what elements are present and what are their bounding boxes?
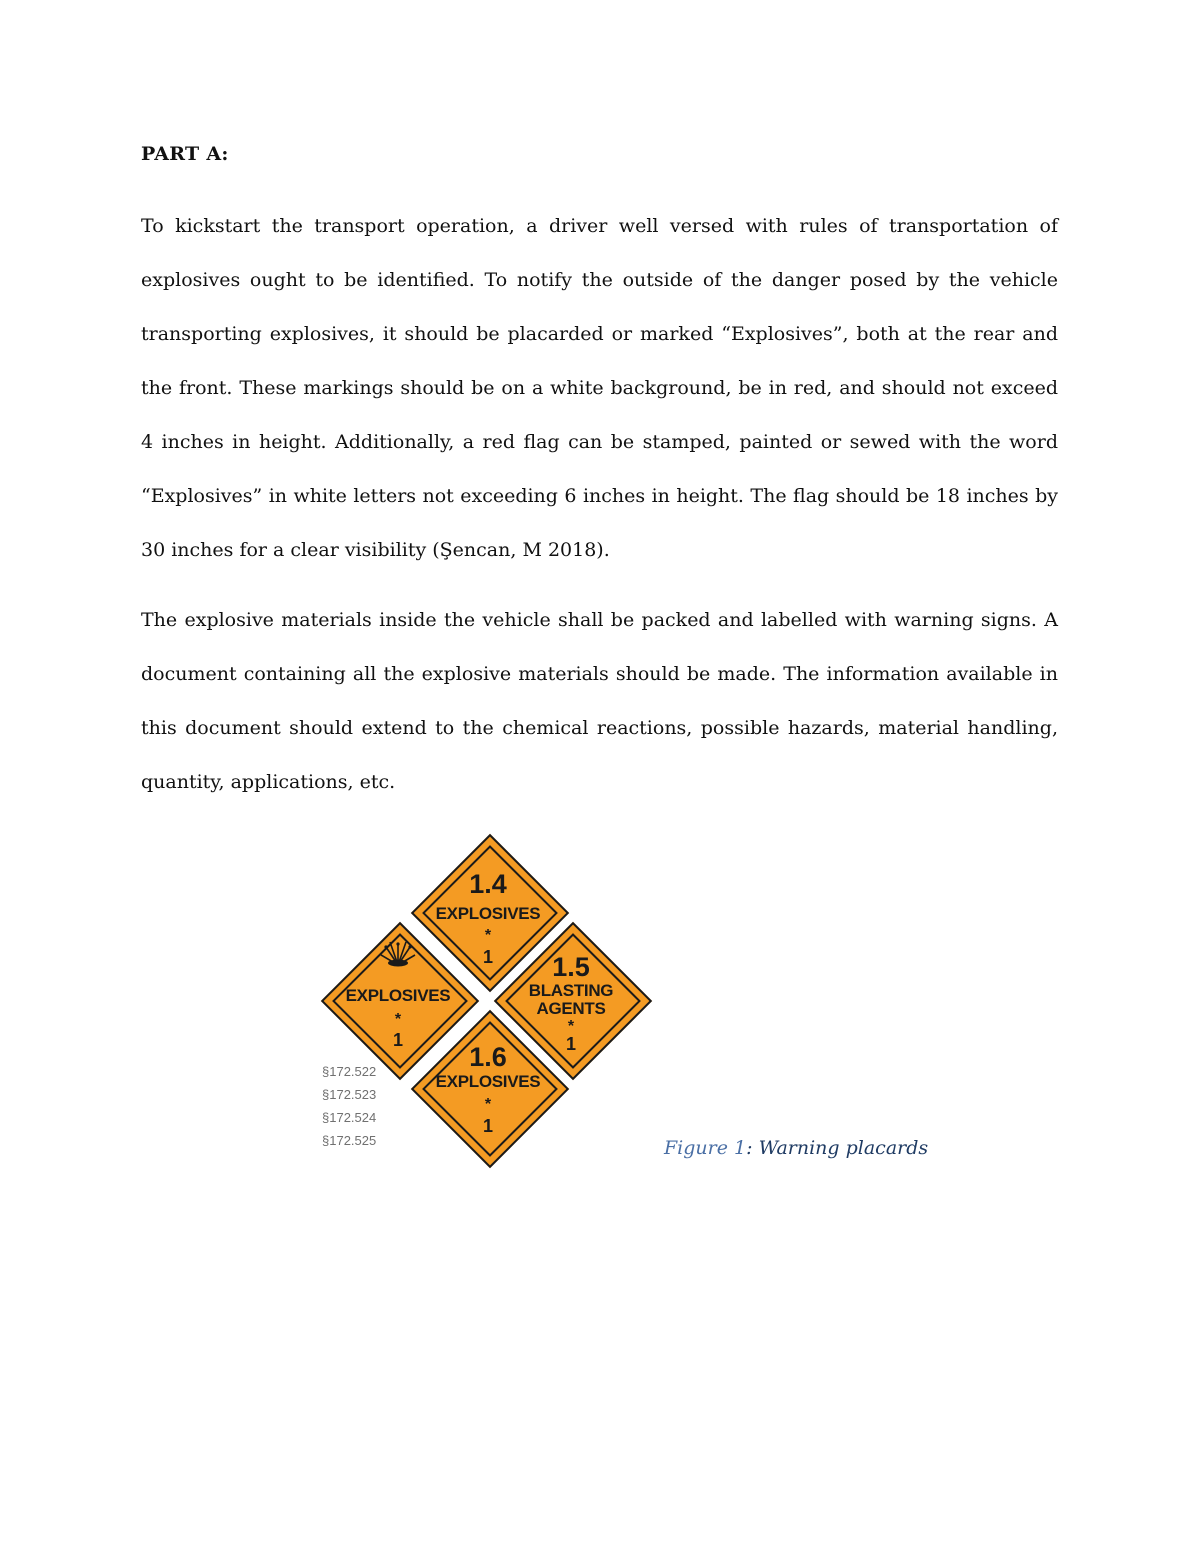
- placard-class: 1: [482, 947, 493, 967]
- warning-placards-figure: [318, 835, 658, 1165]
- figure-caption-text: : Warning placards: [746, 1137, 929, 1159]
- placard-label: EXPLOSIVES: [435, 1072, 541, 1091]
- reference-item: §172.525: [322, 1133, 377, 1148]
- placard-class: 1: [392, 1030, 403, 1050]
- placard-class: 1: [565, 1034, 576, 1054]
- placard-division: 1.5: [552, 952, 590, 982]
- placard-star: *: [394, 1011, 402, 1028]
- figure-caption: [664, 1137, 928, 1159]
- reference-item: §172.523: [322, 1087, 377, 1102]
- placard-label: EXPLOSIVES: [345, 986, 451, 1005]
- placard-star: *: [484, 927, 492, 944]
- placard-1-6: [412, 1011, 564, 1163]
- placard-star: *: [484, 1096, 492, 1113]
- paragraph-transport-markings: To kickstart the transport operation, a driver well versed with rules of transportation of explosives ought to be identified. To notify the outside of the danger posed by the vehicle transporting explosives, it should be placarded or marked “Explosives”, both at the rear and the front. These markings should be on a white background, be in red, and should not exceed 4 inches in height. Additionally, a red flag can be stamped, painted or sewed with the word “Explosives” in white letters not exceeding 6 inches in height. The flag should be 18 inches by 30 inches for a clear visibility (Şencan, M 2018).: [141, 215, 1058, 561]
- section-heading: PART A:: [141, 143, 229, 165]
- reference-item: §172.524: [322, 1110, 377, 1125]
- placard-label-line-1: BLASTING: [528, 981, 614, 1000]
- regulation-references: [322, 1060, 376, 1152]
- placard-class: 1: [482, 1116, 493, 1136]
- placard-star: *: [567, 1018, 575, 1035]
- explosion-burst-icon: [378, 939, 418, 967]
- placard-label-line-2: AGENTS: [536, 999, 606, 1018]
- paragraph-packing-documents: The explosive materials inside the vehicle shall be packed and labelled with warning signs. A document containing all the explosive materials should be made. The information available in this document should extend to the chemical reactions, possible hazards, material handling, quantity, applications, etc.: [141, 609, 1058, 793]
- placard-label: EXPLOSIVES: [435, 904, 541, 923]
- figure-caption-number: Figure 1: [664, 1137, 747, 1159]
- reference-item: §172.522: [322, 1064, 377, 1079]
- placard-division: 1.6: [469, 1042, 507, 1072]
- placard-division: 1.4: [469, 869, 507, 899]
